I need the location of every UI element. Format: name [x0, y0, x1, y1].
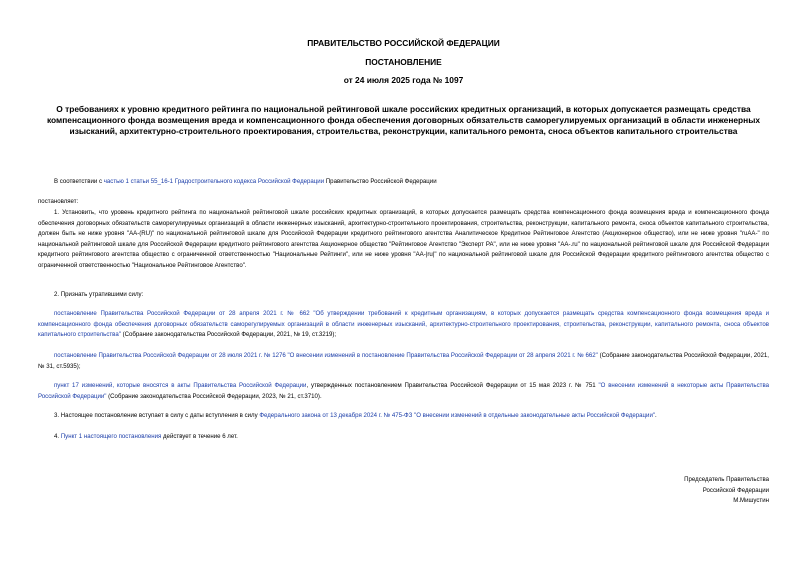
- document-date-number: от 24 июля 2025 года № 1097: [343, 75, 464, 85]
- repeal-item-1: постановление Правительства Российской Федерации от 28 апреля 2021 г. № 662 "Об утверждении требований к кредитным организациям, в которых допускается размещать средства компенсационного фонда возмещения вреда и компенсационного фонда обеспечения договорных обязательств саморегулируемых организаций в области инженерных изысканий, архитектурно-строительного проектирования, строительства, реконструкции, капитального ремонта, сноса объектов капитального строительства" (Собрание законодательства Российской Федерации, 2021, № 19, ст.3219);: [38, 310, 769, 339]
- preamble: В соответствии с частью 1 статьи 55_16-1 Градостроительного кодекса Российской Федерации Правительство Российской Федерации: [54, 178, 437, 185]
- signature-country: Российской Федерации: [702, 486, 769, 494]
- repeal-link-3a[interactable]: пункт 17 изменений, которые вносятся в акты Правительства Российской Федерации: [54, 382, 307, 389]
- repeal-link-3b[interactable]: "О внесении изменений в некоторые акты Правительства Российской Федерации": [38, 382, 769, 400]
- item-3-link[interactable]: Федерального закона от 13 декабря 2024 г. № 475-ФЗ "О внесении изменений в отдельные законодательные акты Российской Федерации": [259, 412, 656, 419]
- document-title: О требованиях к уровню кредитного рейтинга по национальной рейтинговой шкале российских кредитных организаций, в которых допускается размещать средства компенсационного фонда возмещения вреда и компенсационного фонда обеспечения договорных обязательств саморегулируемых организаций в области инженерных изысканий, архитектурно-строительного проектирования, строительства, реконструкции, капитального ремонта, сноса объектов капитального строительства: [46, 104, 761, 136]
- resolves-text: постановляет:: [38, 198, 79, 205]
- repeal-item-2: постановление Правительства Российской Федерации от 28 июля 2021 г. № 1276 "О внесении изменений в постановление Правительства Российской Федерации от 28 апреля 2021 г. № 662" (Собрание законодательства Российской Федерации, 2021, № 31, ст.5935);: [38, 352, 769, 370]
- signature-position: Председатель Правительства: [684, 476, 769, 483]
- preamble-link[interactable]: частью 1 статьи 55_16-1 Градостроительного кодекса Российской Федерации: [103, 178, 325, 185]
- item-2: 2. Признать утратившими силу:: [54, 291, 144, 298]
- item-1: 1. Установить, что уровень кредитного рейтинга по национальной рейтинговой шкале российских кредитных организаций, в которых допускается размещать средства компенсационного фонда возмещения вреда и компенсационного фонда обеспечения договорных обязательств саморегулируемых организаций в области инженерных изысканий, архитектурно-строительного проектирования, строительства, реконструкции, капитального ремонта, сноса объектов капитального строительства, должен быть не ниже уровня "AA-(RU)" по национальной рейтинговой шкале для Российской Федерации кредитного рейтингового агентства Аналитическое Кредитное Рейтинговое Агентство (Акционерное общество), или не ниже уровня "ruAA-" по национальной рейтинговой шкале для Российской Федерации кредитного рейтингового агентства Акционерное общество "Рейтинговое Агентство "Эксперт РА", или не ниже уровня "AA-.ru" по национальной рейтинговой шкале для Российской Федерации кредитного рейтингового агентства общество с ограниченной ответственностью "Национальные Рейтинги", или не ниже уровня "AA-|ru|" по национальной рейтинговой шкале для Российской Федерации кредитного рейтингового агентства общество с ограниченной ответственностью "Национальное Рейтинговое Агентство".: [38, 209, 769, 269]
- document-type: ПОСТАНОВЛЕНИЕ: [365, 57, 442, 67]
- signature-name: М.Мишустин: [733, 497, 769, 505]
- repeal-link-1[interactable]: постановление Правительства Российской Федерации от 28 апреля 2021 г. № 662 "Об утверждении требований к кредитным организациям, в которых допускается размещать средства компенсационного фонда возмещения вреда и компенсационного фонда обеспечения договорных обязательств саморегулируемых организаций в области инженерных изысканий, архитектурно-строительного проектирования, строительства, реконструкции, капитального ремонта, сноса объектов капитального строительства": [38, 310, 769, 339]
- signature-block: [569, 475, 769, 507]
- repeal-link-2[interactable]: постановление Правительства Российской Федерации от 28 июля 2021 г. № 1276 "О внесении изменений в постановление Правительства Российской Федерации от 28 апреля 2021 г. № 662": [54, 352, 598, 359]
- repeal-item-3: пункт 17 изменений, которые вносятся в акты Правительства Российской Федерации, утвержденных постановлением Правительства Российской Федерации от 15 мая 2023 г. № 751 "О внесении изменений в некоторые акты Правительства Российской Федерации" (Собрание законодательства Российской Федерации, 2023, № 21, ст.3710).: [38, 382, 769, 400]
- item-4: 4. Пункт 1 настоящего постановления действует в течение 6 лет.: [54, 433, 238, 440]
- government-heading: ПРАВИТЕЛЬСТВО РОССИЙСКОЙ ФЕДЕРАЦИИ: [307, 38, 500, 48]
- item-3: 3. Настоящее постановление вступает в силу с даты вступления в силу Федерального закона от 13 декабря 2024 г. № 475-ФЗ "О внесении изменений в отдельные законодательные акты Российской Федерации".: [54, 412, 657, 419]
- item-4-link[interactable]: Пункт 1 настоящего постановления: [60, 433, 162, 440]
